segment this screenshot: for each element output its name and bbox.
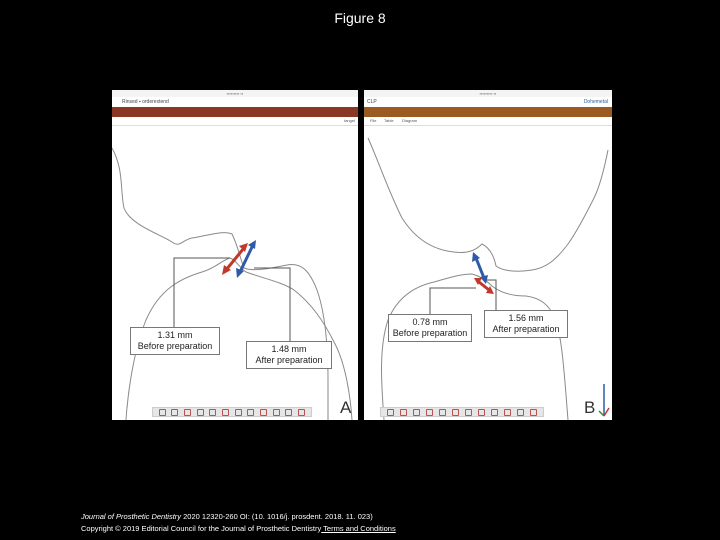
sub-bar-right: tangel [344, 118, 355, 123]
callout-before-a [130, 327, 220, 355]
tool-icon[interactable] [452, 409, 459, 416]
leader-line-after [254, 268, 290, 345]
tool-icon[interactable] [222, 409, 229, 416]
journal-name: Journal of Prosthetic Dentistry [81, 512, 182, 521]
tool-icon[interactable] [260, 409, 267, 416]
upper-profile-line [368, 138, 608, 271]
callout-after-b [484, 310, 568, 338]
callout-before-b [388, 314, 472, 342]
app-bar-left: CLP [367, 99, 377, 105]
tool-icon[interactable] [530, 409, 537, 416]
tool-icon[interactable] [235, 409, 242, 416]
tool-icon[interactable] [439, 409, 446, 416]
tool-icon[interactable] [171, 409, 178, 416]
upper-profile-line [112, 148, 328, 420]
tool-icon[interactable] [491, 409, 498, 416]
copyright-text: Copyright © 2019 Editorial Council for the Journal of Prosthetic Dentistry [81, 524, 322, 533]
tool-icon[interactable] [184, 409, 191, 416]
measurement-label: Before preparation [137, 341, 213, 351]
figure-title: Figure 8 [334, 10, 386, 26]
panel-b [364, 90, 612, 420]
tool-icon[interactable] [159, 409, 166, 416]
app-bar-left: Rinsed ▪ orderextend [122, 99, 169, 105]
tool-icon[interactable] [209, 409, 216, 416]
panel-label: A [340, 398, 352, 417]
lower-profile-line [382, 274, 569, 420]
citation-line-2 [81, 523, 641, 535]
measurement-label: After preparation [492, 324, 560, 334]
tool-icon[interactable] [504, 409, 511, 416]
leader-line-before [174, 258, 230, 335]
tab-file[interactable]: File [370, 118, 377, 123]
window-title-bar: ▪▪▪▪▪▪▪▪▪ ▪▪ [364, 90, 612, 97]
axis-triad-icon [598, 378, 610, 418]
app-bar-right: Dohemetal [583, 99, 608, 105]
tool-icon[interactable] [478, 409, 485, 416]
tool-icon[interactable] [298, 409, 305, 416]
tool-icon[interactable] [273, 409, 280, 416]
measurement-value: 0.78 mm [412, 317, 448, 327]
panel-a [112, 90, 358, 420]
tool-icon[interactable] [247, 409, 254, 416]
measurement-value: 1.31 mm [157, 330, 193, 340]
tool-icon[interactable] [387, 409, 394, 416]
window-title-bar: ▪▪▪▪▪▪▪▪▪ ▪▪ [112, 90, 358, 97]
measurement-label: Before preparation [392, 328, 468, 338]
tab-diagram[interactable]: Diagram [402, 118, 418, 123]
terms-link[interactable]: Terms and Conditions [321, 524, 396, 533]
tool-icon[interactable] [517, 409, 524, 416]
measurement-value: 1.56 mm [508, 313, 544, 323]
measurement-label: After preparation [255, 355, 323, 365]
measurement-value: 1.48 mm [271, 344, 307, 354]
viewer-toolbar[interactable] [380, 407, 544, 417]
tab-table[interactable]: Table [384, 118, 394, 123]
callout-after-a [246, 341, 332, 369]
scan-profile-a [112, 90, 358, 420]
tool-icon[interactable] [413, 409, 420, 416]
tool-icon[interactable] [426, 409, 433, 416]
tool-icon[interactable] [285, 409, 292, 416]
tool-icon[interactable] [465, 409, 472, 416]
viewer-toolbar[interactable] [152, 407, 312, 417]
citation-details: 2020 12320-260 OI: (10. 1016/j. prosdent. 2018. 11. 023) [181, 512, 373, 521]
panel-label: B [584, 398, 596, 417]
tool-icon[interactable] [400, 409, 407, 416]
scan-profile-b [364, 90, 612, 420]
citation-line-1 [81, 511, 641, 523]
citation [81, 511, 641, 535]
tool-icon[interactable] [197, 409, 204, 416]
